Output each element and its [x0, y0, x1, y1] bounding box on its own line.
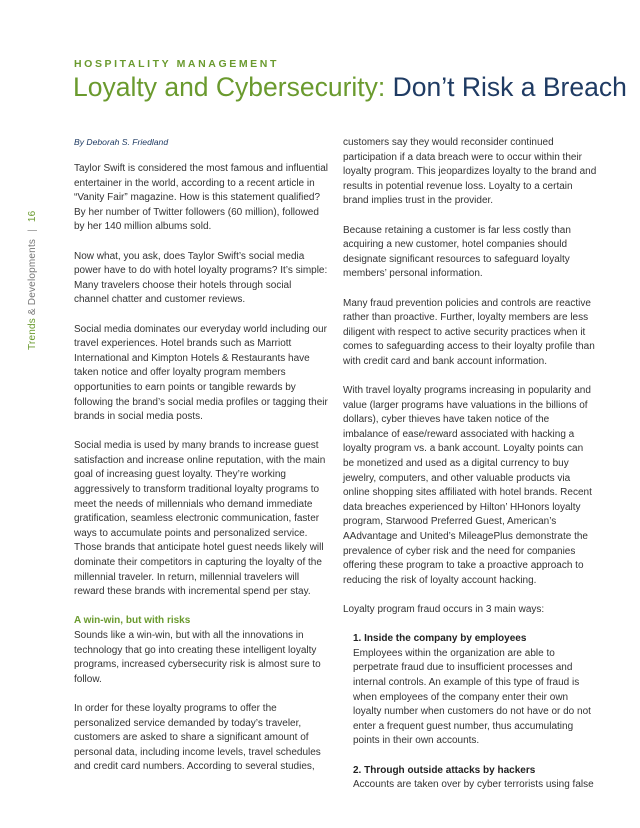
right-paragraph-1: customers say they would reconsider continued participation if a data breach were to occur within their loyalty program. This jeopardizes loyalty to the brand and results in potential revenue loss. Loyalty to a certain brand implies trust in the provider. — [343, 137, 597, 207]
article-title — [73, 70, 627, 104]
list-item-1-heading: 1. Inside the company by employees — [353, 633, 527, 645]
running-head-separator: | — [27, 229, 38, 232]
right-paragraph-4: With travel loyalty programs increasing in popularity and value (larger programs have valuations in the billions of dollars), cyber thieves have taken notice of the imbalance of ease/reward associated with hacking a loyalty program vs. a bank account. Loyalty points can be monetized and used as a digital currency to buy jewelry, computers, and other valuable products via online shopping sites affiliated with hotel brands. Recent data breaches experienced by Hilton’ HHonors loyalty program, Starwood Preferred Guest, American’s AAdvantage and United’s MileagePlus demonstrate the prevalence of cyber risk and the need for companies offering these program to take a proactive approach to reducing the risk of loyalty account hacking. — [343, 385, 592, 586]
list-item-1 — [353, 632, 597, 749]
page-number: 16 — [27, 210, 38, 223]
right-paragraph-3: Many fraud prevention policies and controls are reactive rather than proactive. Further, loyalty members are less diligent with respect to active security practices when it comes to safeguarding access to their loyalty profile than with credit card and bank account information. — [343, 297, 595, 367]
left-paragraph-4: Social media is used by many brands to increase guest satisfaction and increase online reputation, with the main goal of increasing guest loyalty. They’re working aggressively to transform traditional loyalty programs to meet the needs of millennials who demand immediate gratification, seamless electronic communication, faster ways to accumulate points and personalized service. Those brands that anticipate hotel guest needs likely will dominate their competitors in capturing the loyalty of the millennial traveler. In return, millennial travelers will reward these brands with incremental spend per stay. — [74, 440, 326, 598]
left-paragraph-1: Taylor Swift is considered the most famous and influential entertainer in the world, according to a recent article in “Vanity Fair” magazine. How is this statement qualified? By her number of Twitter followers (60 million), followed by her 140 million albums sold. — [74, 163, 329, 233]
running-head-section-a: Trends — [27, 318, 38, 350]
right-paragraph-5: Loyalty program fraud occurs in 3 main ways: — [343, 604, 545, 615]
list-item-2-body: Accounts are taken over by cyber terrorists using false — [353, 779, 594, 791]
list-item-1-body: Employees within the organization are able to perpetrate fraud due to insufficient processes and internal controls. An example of this type of fraud is when employees of the company enter their own loyalty number when customers do not have or do not enter a frequent guest number, thus accumulating points in their own accounts. — [353, 647, 591, 747]
running-head-section-b: Developments — [27, 238, 38, 306]
running-head-amp: & — [27, 308, 38, 316]
title-part-2: Don’t Risk a Breach — [392, 72, 627, 102]
list-item-2-heading: 2. Through outside attacks by hackers — [353, 764, 536, 776]
left-paragraph-3: Social media dominates our everyday world including our travel experiences. Hotel brands such as Marriott International and Kimpton Hotels & Restaurants have taken notice and offer loyalty program members opportunities to earn points or tangible rewards by following the brand’s social media profiles or tagging their brands in social media posts. — [74, 323, 328, 423]
right-column — [343, 136, 597, 807]
left-paragraph-6: In order for these loyalty programs to offer the personalized service demanded by today’s traveler, customers are asked to share a significant amount of personal data, including income levels, travel schedules and credit card numbers. According to several studies, — [74, 702, 321, 773]
section-kicker: HOSPITALITY MANAGEMENT — [74, 58, 279, 70]
left-column — [74, 136, 328, 790]
left-paragraph-2: Now what, you ask, does Taylor Swift’s social media power have to do with hotel loyalty programs? It’s simple: Many travelers choose their hotels through social channel chatter and customer reviews. — [74, 250, 328, 306]
title-part-1: Loyalty and Cybersecurity: — [73, 72, 386, 102]
list-item-2 — [353, 764, 597, 793]
byline: By Deborah S. Friedland — [74, 137, 169, 147]
left-paragraph-5: Sounds like a win-win, but with all the innovations in technology that go into creating these intelligent loyalty programs, increased cybersecurity risk is almost sure to follow. — [74, 630, 321, 685]
subheading-win-win: A win-win, but with risks — [74, 615, 191, 627]
right-paragraph-2: Because retaining a customer is far less costly than acquiring a new customer, hotel companies should designate significant resources to safeguard loyalty members’ personal information. — [343, 224, 571, 280]
